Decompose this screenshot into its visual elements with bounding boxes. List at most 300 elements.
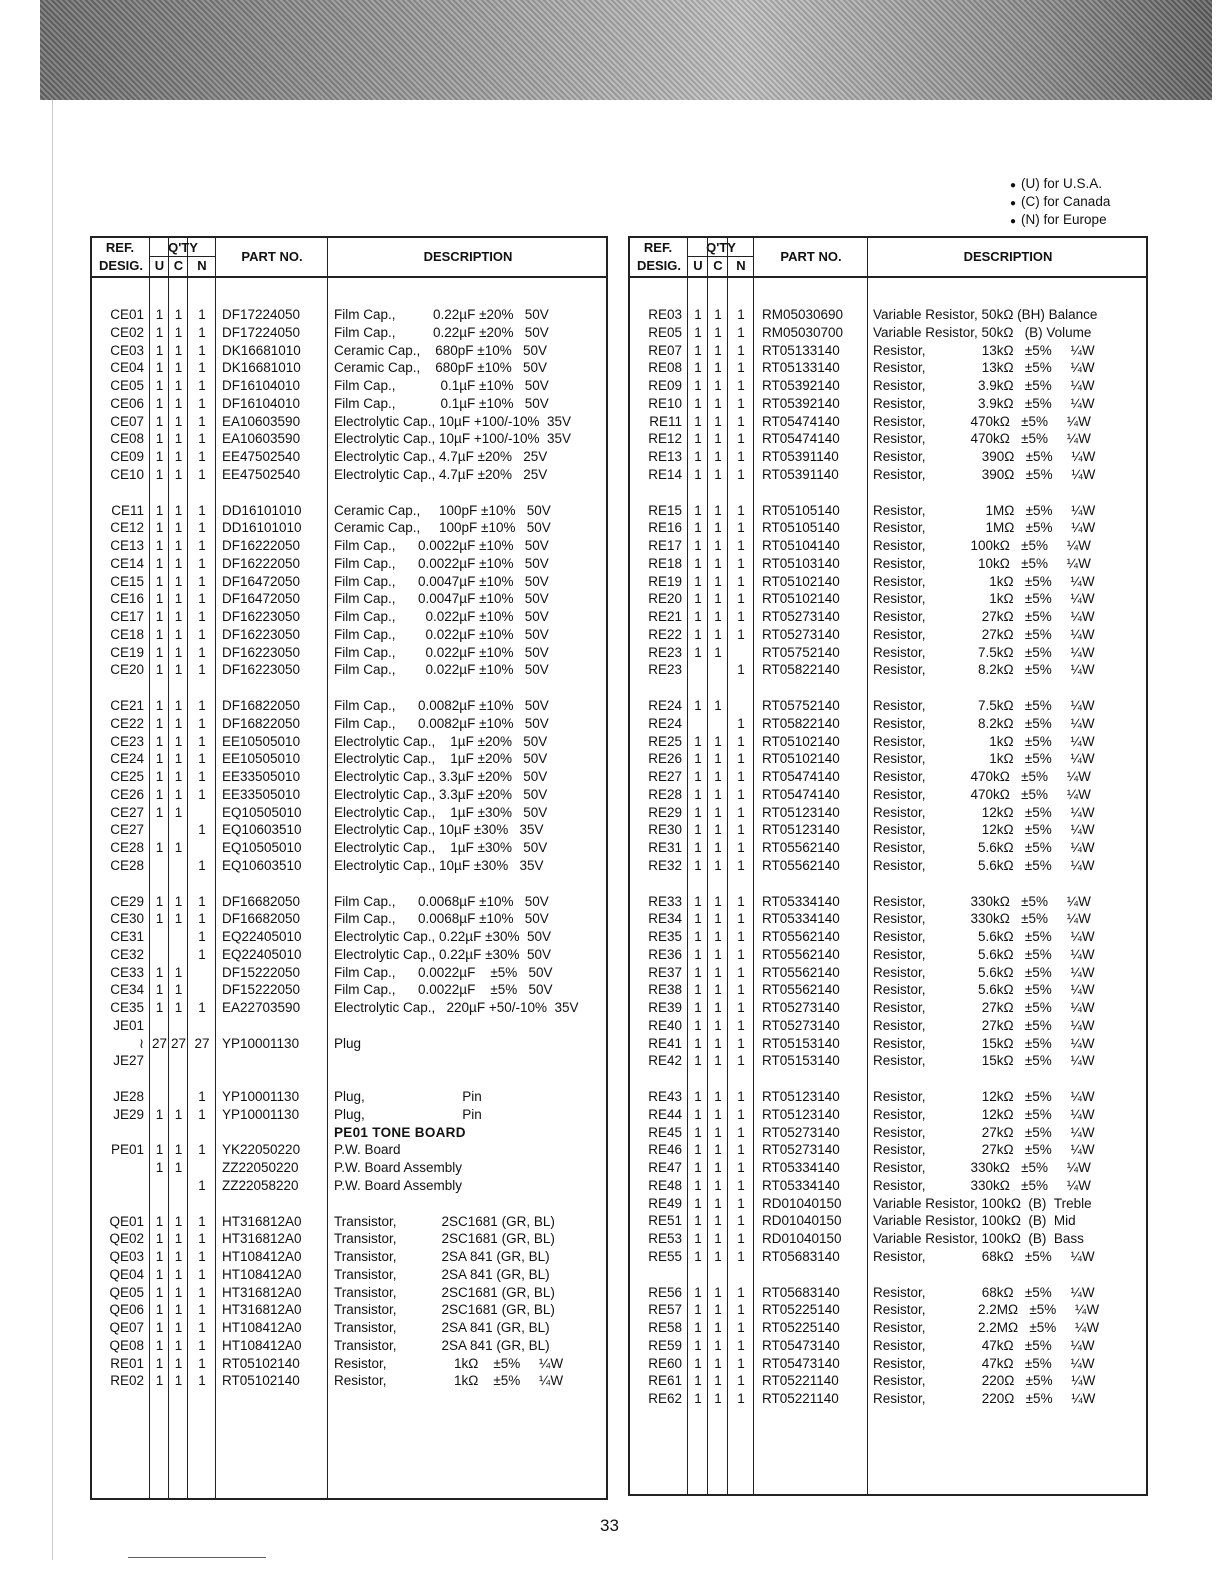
- part-number-cell: DF16682050: [222, 911, 301, 927]
- qty-u-cell: 1: [155, 413, 164, 429]
- description-cell: Film Cap., 0.0047µF ±10% 50V: [334, 573, 549, 589]
- description-cell: Electrolytic Cap., 1µF ±20% 50V: [334, 751, 548, 767]
- description-cell: Resistor, 27kΩ ±5% ¼W: [873, 1000, 1095, 1015]
- qty-u-cell: 1: [694, 964, 702, 980]
- part-number-cell: HT108412A0: [222, 1266, 302, 1282]
- qty-n-cell: 1: [737, 822, 745, 838]
- ref-cell: RE12: [648, 431, 682, 447]
- qty-n-cell: 1: [737, 786, 745, 802]
- ref-cell: RE02: [110, 1373, 144, 1389]
- qty-c-cell: 1: [174, 1320, 183, 1335]
- ref-cell: RE24: [648, 715, 682, 731]
- qty-c-cell: 1: [174, 733, 183, 749]
- description-cell: Resistor, 10kΩ ±5% ¼W: [873, 555, 1091, 571]
- description-cell: Resistor, 7.5kΩ ±5% ¼W: [873, 644, 1095, 660]
- qty-u-cell: 1: [155, 1266, 164, 1282]
- table-row: [92, 733, 606, 751]
- qty-n-cell: 1: [737, 449, 745, 464]
- ref-cell: RE18: [648, 555, 682, 571]
- part-number-cell: RT05822140: [762, 662, 840, 678]
- qty-c-cell: 1: [714, 1337, 722, 1353]
- part-number-cell: RT05273140: [762, 1124, 840, 1140]
- qty-u-cell: 1: [155, 538, 164, 553]
- qty-c-cell: 1: [714, 573, 722, 589]
- qty-n-cell: 1: [198, 342, 206, 358]
- qty-c-cell: 1: [714, 609, 722, 624]
- qty-c-cell: 1: [174, 538, 183, 553]
- qty-n-cell: 1: [198, 1142, 206, 1158]
- ref-cell: CE17: [110, 609, 144, 624]
- part-number-cell: DF16222050: [222, 555, 301, 571]
- qty-n-cell: 1: [737, 1142, 745, 1158]
- qty-c-cell: 1: [714, 360, 722, 376]
- qty-u-cell: 1: [694, 573, 702, 589]
- qty-c-cell: 1: [174, 1337, 183, 1353]
- table-row: [92, 466, 606, 484]
- table-row: [630, 999, 1146, 1017]
- qty-n-cell: 1: [737, 1000, 745, 1015]
- qty-u-cell: 1: [694, 431, 702, 447]
- description-cell: Resistor, 5.6kΩ ±5% ¼W: [873, 840, 1095, 855]
- table-row: [630, 750, 1146, 768]
- header-c: C: [713, 258, 723, 273]
- qty-u-cell: 1: [155, 307, 164, 322]
- qty-c-cell: 1: [174, 1160, 183, 1175]
- qty-u-cell: 1: [155, 1231, 164, 1247]
- ref-cell: RE15: [648, 502, 682, 518]
- ref-cell: RE29: [648, 804, 682, 820]
- qty-c-cell: 1: [714, 555, 722, 571]
- table-row: [630, 893, 1146, 911]
- qty-n-cell: 1: [737, 1213, 745, 1229]
- qty-c-cell: 1: [714, 1000, 722, 1015]
- part-number-cell: EA22703590: [222, 1000, 301, 1015]
- qty-u-cell: 1: [694, 1142, 702, 1158]
- qty-u-cell: 1: [155, 804, 164, 820]
- part-number-cell: RT05133140: [762, 342, 840, 358]
- ref-cell: CE20: [110, 662, 144, 678]
- qty-n-cell: 1: [198, 555, 206, 571]
- table-row: [630, 697, 1146, 715]
- description-cell: Resistor, 1MΩ ±5% ¼W: [873, 520, 1096, 536]
- qty-c-cell: 1: [714, 1160, 722, 1175]
- qty-u-cell: 1: [155, 1142, 164, 1158]
- qty-n-cell: 1: [737, 1195, 745, 1211]
- ref-cell: JE29: [113, 1106, 144, 1122]
- part-number-cell: RT05562140: [762, 982, 840, 998]
- ref-cell: RE23: [648, 662, 682, 678]
- table-row: [630, 1177, 1146, 1195]
- description-cell: Variable Resistor, 100kΩ (B) Treble: [873, 1195, 1092, 1211]
- qty-c-cell: 1: [174, 324, 183, 340]
- part-number-cell: RT05273140: [762, 609, 840, 624]
- table-row: [92, 1337, 606, 1355]
- qty-c-cell: 1: [174, 911, 183, 927]
- ref-cell: QE04: [109, 1266, 144, 1282]
- part-number-cell: EE47502540: [222, 466, 301, 482]
- description-cell: Electrolytic Cap., 4.7µF ±20% 25V: [334, 449, 548, 464]
- ref-cell: CE03: [110, 342, 144, 358]
- ref-cell: CE29: [110, 893, 144, 909]
- qty-c-cell: 1: [174, 449, 183, 464]
- table-row: [92, 804, 606, 822]
- qty-c-cell: 1: [174, 555, 183, 571]
- description-cell: Resistor, 470kΩ ±5% ¼W: [873, 769, 1091, 784]
- ref-cell: RE01: [110, 1355, 144, 1371]
- qty-n-cell: 27: [194, 1035, 210, 1051]
- qty-c-cell: 1: [174, 1231, 183, 1247]
- qty-c-cell: 1: [174, 626, 183, 642]
- part-number-cell: RT05683140: [762, 1248, 840, 1264]
- part-number-cell: RT05221140: [762, 1391, 839, 1406]
- qty-n-cell: 1: [737, 413, 745, 429]
- qty-n-cell: 1: [737, 342, 745, 358]
- table-row: [630, 626, 1146, 644]
- description-cell: Film Cap., 0.0022µF ±10% 50V: [334, 555, 549, 571]
- description-cell: Resistor, 1MΩ ±5% ¼W: [873, 502, 1096, 518]
- table-row: [630, 946, 1146, 964]
- qty-c-cell: 1: [174, 466, 183, 482]
- qty-c-cell: 1: [714, 431, 722, 447]
- part-number-cell: RT05474140: [762, 786, 840, 802]
- description-cell: Electrolytic Cap., 1µF ±20% 50V: [334, 733, 548, 749]
- qty-c-cell: 1: [174, 644, 183, 660]
- qty-u-cell: 1: [155, 342, 164, 358]
- ref-cell: CE33: [110, 964, 144, 980]
- part-number-cell: DF16682050: [222, 893, 301, 909]
- table-row: [92, 306, 606, 324]
- description-cell: Resistor, 27kΩ ±5% ¼W: [873, 1124, 1095, 1140]
- header-description: DESCRIPTION: [963, 249, 1053, 264]
- qty-c-cell: 1: [174, 502, 183, 518]
- description-cell: Resistor, 1kΩ ±5% ¼W: [873, 751, 1095, 767]
- qty-u-cell: 1: [155, 1249, 164, 1264]
- ref-cell: RE60: [648, 1355, 682, 1371]
- table-row: [92, 946, 606, 964]
- part-number-cell: RT05133140: [762, 360, 840, 376]
- qty-c-cell: 1: [174, 1284, 183, 1300]
- table-row: [92, 608, 606, 626]
- qty-u-cell: 1: [694, 698, 702, 713]
- qty-n-cell: 1: [737, 1177, 745, 1193]
- qty-n-cell: 1: [198, 1106, 206, 1122]
- part-number-cell: RT05334140: [762, 893, 840, 909]
- qty-c-cell: 1: [714, 1391, 722, 1406]
- qty-u-cell: 1: [694, 609, 702, 624]
- description-cell: Resistor, 5.6kΩ ±5% ¼W: [873, 982, 1095, 998]
- qty-u-cell: 1: [155, 609, 164, 624]
- ref-cell: CE09: [110, 449, 144, 464]
- ref-cell: RE14: [648, 466, 682, 482]
- qty-c-cell: 1: [714, 1355, 722, 1371]
- qty-n-cell: 1: [198, 502, 206, 518]
- ref-cell: QE05: [109, 1284, 144, 1300]
- qty-n-cell: 1: [737, 378, 745, 393]
- qty-n-cell: 1: [737, 1124, 745, 1140]
- ref-cell: CE04: [110, 360, 144, 376]
- description-cell: Resistor, 68kΩ ±5% ¼W: [873, 1284, 1095, 1300]
- description-cell: Variable Resistor, 100kΩ (B) Bass: [873, 1231, 1084, 1246]
- qty-u-cell: 1: [155, 1106, 164, 1122]
- qty-n-cell: 1: [198, 609, 206, 624]
- qty-n-cell: 1: [737, 466, 745, 482]
- qty-u-cell: 1: [155, 964, 164, 980]
- qty-n-cell: 1: [198, 449, 206, 464]
- qty-u-cell: 1: [155, 644, 164, 660]
- description-cell: Transistor, 2SC1681 (GR, BL): [334, 1302, 555, 1318]
- ref-cell: CE11: [111, 502, 144, 518]
- header-desig: DESIG.: [98, 258, 144, 273]
- table-row: [92, 1052, 606, 1070]
- qty-n-cell: 1: [737, 946, 745, 962]
- qty-u-cell: 1: [694, 520, 702, 536]
- table-row: [92, 1141, 606, 1159]
- part-number-cell: RT05474140: [762, 431, 840, 447]
- description-cell: Resistor, 27kΩ ±5% ¼W: [873, 626, 1095, 642]
- part-number-cell: RT05273140: [762, 1142, 840, 1158]
- table-row: [92, 519, 606, 537]
- table-row: [92, 999, 606, 1017]
- table-row: [92, 359, 606, 377]
- qty-c-cell: 1: [714, 1142, 722, 1158]
- qty-c-cell: 1: [714, 538, 722, 553]
- ref-cell: RE47: [648, 1160, 682, 1175]
- part-number-cell: DD16101010: [222, 520, 302, 536]
- description-cell: Resistor, 68kΩ ±5% ¼W: [873, 1248, 1095, 1264]
- part-number-cell: RT05102140: [762, 591, 840, 607]
- description-cell: Transistor, 2SC1681 (GR, BL): [334, 1231, 555, 1247]
- qty-n-cell: 1: [737, 982, 745, 998]
- table-row: [630, 1301, 1146, 1319]
- qty-u-cell: 1: [155, 378, 164, 393]
- part-number-cell: RM05030700: [762, 324, 844, 340]
- qty-n-cell: 1: [198, 1337, 206, 1353]
- description-cell: Electrolytic Cap., 3.3µF ±20% 50V: [334, 786, 548, 802]
- qty-c-cell: 1: [174, 609, 183, 624]
- table-row: [92, 555, 606, 573]
- qty-u-cell: 1: [694, 1035, 702, 1051]
- qty-c-cell: 1: [174, 964, 183, 980]
- qty-n-cell: 1: [198, 857, 206, 873]
- part-number-cell: RT05153140: [762, 1035, 840, 1051]
- ref-cell: RE51: [648, 1213, 682, 1229]
- ref-cell: RE48: [648, 1177, 682, 1193]
- qty-u-cell: 27: [151, 1035, 168, 1051]
- ref-cell: RE46: [648, 1142, 682, 1158]
- table-row: [92, 1124, 606, 1142]
- table-row: [630, 608, 1146, 626]
- part-number-cell: RT05474140: [762, 769, 840, 784]
- description-cell: Variable Resistor, 50kΩ (B) Volume: [873, 324, 1092, 340]
- part-number-cell: HT316812A0: [222, 1302, 302, 1318]
- qty-n-cell: 1: [737, 1160, 745, 1175]
- part-number-cell: RT05102140: [222, 1373, 300, 1389]
- table-row: [630, 1017, 1146, 1035]
- qty-n-cell: 1: [198, 786, 206, 802]
- qty-u-cell: 1: [155, 769, 164, 784]
- table-row: [630, 1035, 1146, 1053]
- part-number-cell: YP10001130: [222, 1089, 300, 1104]
- header-u: U: [154, 258, 165, 273]
- description-cell: Electrolytic Cap., 3.3µF ±20% 50V: [334, 769, 548, 784]
- part-number-cell: EQ22405010: [222, 946, 302, 962]
- part-number-cell: RT05562140: [762, 929, 840, 944]
- qty-c-cell: 1: [714, 324, 722, 340]
- qty-u-cell: 1: [694, 1391, 702, 1406]
- ref-cell: RE38: [648, 982, 682, 998]
- description-cell: Film Cap., 0.0068µF ±10% 50V: [334, 911, 549, 927]
- part-number-cell: RT05225140: [762, 1302, 840, 1318]
- ref-cell: CE02: [110, 324, 144, 340]
- qty-u-cell: 1: [694, 822, 702, 838]
- table-row: [630, 377, 1146, 395]
- qty-u-cell: 1: [694, 1355, 702, 1371]
- ref-cell: RE23: [648, 644, 682, 660]
- ref-cell: RE44: [648, 1106, 682, 1122]
- description-cell: Resistor, 1kΩ ±5% ¼W: [334, 1373, 564, 1389]
- description-cell: Film Cap., 0.0068µF ±10% 50V: [334, 893, 549, 909]
- part-number-cell: RT05562140: [762, 946, 840, 962]
- ref-cell: RE61: [648, 1373, 682, 1389]
- part-number-cell: HT316812A0: [222, 1231, 302, 1247]
- ref-cell: CE05: [110, 378, 144, 393]
- ref-cell: CE16: [110, 591, 144, 607]
- ref-cell: RE37: [648, 964, 682, 980]
- ref-cell: PE01: [110, 1142, 144, 1158]
- part-number-cell: RT05273140: [762, 1000, 840, 1015]
- table-row: [92, 697, 606, 715]
- table-row: [630, 857, 1146, 875]
- table-row: [630, 715, 1146, 733]
- ref-cell: RE35: [648, 929, 682, 944]
- part-number-cell: RT05334140: [762, 1160, 840, 1175]
- qty-u-cell: 1: [694, 911, 702, 927]
- description-cell: Ceramic Cap., 680pF ±10% 50V: [334, 342, 548, 358]
- table-row: [92, 1017, 606, 1035]
- qty-u-cell: 1: [155, 698, 164, 713]
- qty-c-cell: 1: [174, 1266, 183, 1282]
- ref-cell: QE06: [109, 1302, 144, 1318]
- qty-u-cell: 1: [694, 626, 702, 642]
- qty-c-cell: 1: [714, 307, 722, 322]
- qty-u-cell: 1: [694, 1320, 702, 1335]
- qty-c-cell: 1: [714, 1373, 722, 1389]
- header-u: U: [693, 258, 703, 273]
- ref-cell: CE08: [110, 431, 144, 447]
- qty-n-cell: 1: [737, 893, 745, 909]
- ref-cell: CE07: [110, 413, 144, 429]
- ref-cell: JE28: [113, 1089, 144, 1104]
- table-row: [92, 768, 606, 786]
- table-row: [630, 661, 1146, 679]
- part-number-cell: RT05102140: [222, 1355, 300, 1371]
- qty-u-cell: 1: [155, 733, 164, 749]
- part-number-cell: EE10505010: [222, 751, 301, 767]
- qty-c-cell: 1: [714, 1017, 722, 1033]
- qty-c-cell: 1: [714, 840, 722, 855]
- ref-cell: CE31: [110, 929, 144, 944]
- ref-cell: RE32: [648, 857, 682, 873]
- table-row: [92, 910, 606, 928]
- qty-n-cell: 1: [737, 769, 745, 784]
- ref-cell: CE32: [110, 946, 144, 962]
- description-cell: Film Cap., 0.022µF ±10% 50V: [334, 644, 549, 660]
- description-cell: Resistor, 470kΩ ±5% ¼W: [873, 431, 1091, 447]
- ref-cell: RE27: [648, 769, 682, 784]
- qty-c-cell: 1: [174, 751, 183, 767]
- qty-n-cell: 1: [198, 466, 206, 482]
- qty-c-cell: 1: [714, 1053, 722, 1069]
- ref-cell: RE10: [648, 395, 682, 411]
- ref-cell: RE40: [648, 1017, 682, 1033]
- qty-u-cell: 1: [694, 360, 702, 376]
- description-cell: Film Cap., 0.22µF ±20% 50V: [334, 307, 549, 322]
- qty-c-cell: 1: [714, 857, 722, 873]
- qty-c-cell: 1: [714, 911, 722, 927]
- ref-cell: CE24: [110, 751, 144, 767]
- qty-u-cell: 1: [694, 946, 702, 962]
- qty-n-cell: 1: [198, 1089, 206, 1104]
- qty-u-cell: 1: [694, 395, 702, 411]
- part-number-cell: RD01040150: [762, 1213, 842, 1229]
- table-row: [630, 1319, 1146, 1337]
- qty-c-cell: 1: [174, 982, 183, 998]
- qty-n-cell: 1: [737, 857, 745, 873]
- ref-cell: RE34: [648, 911, 682, 927]
- table-row: [92, 964, 606, 982]
- qty-n-cell: 1: [737, 840, 745, 855]
- description-cell: Resistor, 330kΩ ±5% ¼W: [873, 911, 1091, 927]
- qty-n-cell: 1: [198, 1302, 206, 1318]
- qty-n-cell: 1: [737, 751, 745, 767]
- qty-n-cell: 1: [737, 964, 745, 980]
- qty-c-cell: 1: [174, 342, 183, 358]
- qty-n-cell: 1: [198, 733, 206, 749]
- part-number-cell: RT05273140: [762, 626, 840, 642]
- qty-n-cell: 1: [737, 307, 745, 322]
- qty-u-cell: 1: [694, 1106, 702, 1122]
- description-cell: Electrolytic Cap., 10µF ±30% 35V: [334, 822, 544, 838]
- table-row: [630, 1141, 1146, 1159]
- table-row: [630, 430, 1146, 448]
- qty-u-cell: 1: [694, 769, 702, 784]
- qty-n-cell: 1: [198, 1000, 206, 1015]
- part-number-cell: ZZ22058220: [222, 1177, 299, 1193]
- legend-europe: ● (N) for Europe: [1010, 212, 1110, 230]
- part-number-cell: DF16223050: [222, 626, 301, 642]
- qty-u-cell: 1: [155, 982, 164, 998]
- ref-cell: RE11: [649, 413, 682, 429]
- table-row: [630, 573, 1146, 591]
- part-number-cell: HT316812A0: [222, 1284, 302, 1300]
- description-cell: Resistor, 330kΩ ±5% ¼W: [873, 1177, 1091, 1193]
- description-cell: Electrolytic Cap., 10µF +100/-10% 35V: [334, 413, 572, 429]
- ref-cell: RE24: [648, 698, 682, 713]
- qty-n-cell: 1: [198, 662, 206, 678]
- qty-n-cell: 1: [737, 733, 745, 749]
- qty-c-cell: 1: [174, 662, 183, 678]
- description-cell: Resistor, 27kΩ ±5% ¼W: [873, 609, 1095, 624]
- table-row: [630, 359, 1146, 377]
- part-number-cell: RM05030690: [762, 307, 844, 322]
- qty-n-cell: 1: [737, 1284, 745, 1300]
- description-cell: Film Cap., 0.022µF ±10% 50V: [334, 626, 549, 642]
- qty-n-cell: 1: [198, 1320, 206, 1335]
- description-cell: Transistor, 2SA 841 (GR, BL): [334, 1249, 550, 1264]
- description-cell: Resistor, 7.5kΩ ±5% ¼W: [873, 698, 1095, 713]
- ref-cell: RE05: [648, 324, 682, 340]
- table-row: [630, 1284, 1146, 1302]
